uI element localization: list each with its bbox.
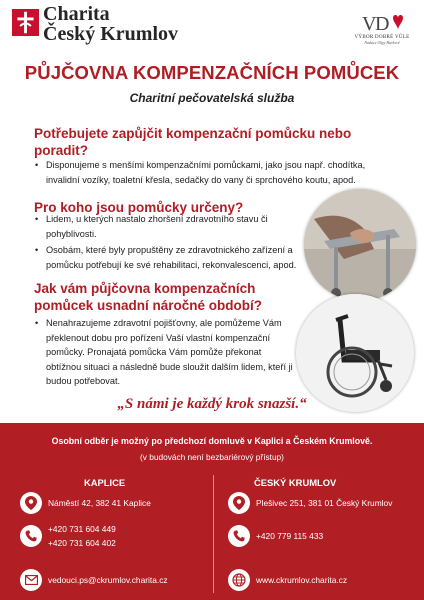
header xyxy=(0,0,424,60)
phone-kaplice-2[interactable]: +420 731 604 402 xyxy=(48,538,116,548)
section-heading-2: Pro koho jsou pomůcky určeny? xyxy=(34,200,244,215)
phone-cesky-krumlov[interactable]: +420 779 115 433 xyxy=(256,531,324,541)
city-cesky-krumlov: ČESKÝ KRUMLOV xyxy=(254,477,337,488)
section-bullets-2 xyxy=(32,212,312,274)
bullet-item: • Lidem, u kterých nastalo zhoršení zdravotního stavu či pohyblivosti. xyxy=(32,212,312,241)
bullet-item: • Nenahrazujeme zdravotní pojišťovny, ale pomůžeme Vám překlenout dobu pro pořízení Vaší vlastní kompenzační pomůcky. Pronajatá pomůcka Vám pomůže překonat obtížnou situaci a následně bude sloužit dalším lidem, kteří ji budou potřebovat. xyxy=(32,316,294,389)
accessibility-note: (v budovách není bezbariérový přístup) xyxy=(140,452,284,462)
globe-icon xyxy=(228,569,250,591)
logo-line1: Charita xyxy=(43,3,110,25)
page-title: PŮJČOVNA KOMPENZAČNÍCH POMŮCEK xyxy=(24,62,400,83)
charita-cross-logo xyxy=(12,9,39,36)
mail-icon xyxy=(20,569,42,591)
web-link[interactable]: www.ckrumlov.charita.cz xyxy=(256,575,348,585)
vdv-logo xyxy=(350,10,414,45)
wheelchair-illustration xyxy=(296,294,414,412)
section-heading-1: Potřebujete zapůjčit kompenzační pomůcku nebo poradit? xyxy=(34,126,352,158)
email-link[interactable]: vedouci.ps@ckrumlov.charita.cz xyxy=(48,575,168,585)
vdv-title: VÝBOR DOBRÉ VŮLE xyxy=(354,35,410,40)
location-pin-icon xyxy=(20,492,42,514)
svg-text:V: V xyxy=(362,13,377,34)
page-subtitle: Charitní pečovatelská služba xyxy=(129,91,295,105)
logo-text xyxy=(43,4,178,44)
logo-line2: Český Krumlov xyxy=(43,23,178,45)
section-bullets-1 xyxy=(32,158,400,189)
photo-walker xyxy=(304,189,416,301)
column-divider xyxy=(213,475,214,593)
location-pin-icon xyxy=(228,492,250,514)
address-kaplice: Náměstí 42, 382 41 Kaplice xyxy=(48,498,151,508)
phone-kaplice-1[interactable]: +420 731 604 449 xyxy=(48,524,116,534)
photo-wheelchair xyxy=(296,294,414,412)
section-heading-3: Jak vám půjčovna kompenzačních pomůcek usnadní náročné období? xyxy=(34,281,263,313)
phone-icon xyxy=(228,525,250,547)
motto: „S námi je každý krok snazší.“ xyxy=(117,396,307,412)
bullet-item: • Osobám, které byly propuštěny ze zdravotnického zařízení a pomůcku potřebují ke své rehabilitaci, rekonvalescenci, apod. xyxy=(32,243,312,272)
phone-icon xyxy=(20,525,42,547)
svg-text:D: D xyxy=(375,13,390,34)
pickup-note: Osobní odběr je možný po předchozí domluvě v Kaplici a Českém Krumlově. xyxy=(51,436,373,446)
walker-illustration xyxy=(304,189,416,301)
city-kaplice: KAPLICE xyxy=(84,477,126,488)
vdv-heart-logo xyxy=(360,10,404,34)
address-cesky-krumlov: Plešivec 251, 381 01 Český Krumlov xyxy=(256,498,393,508)
contact-footer xyxy=(0,423,424,600)
bullet-item: • Disponujeme s menšími kompenzačními pomůckami, jako jsou např. chodítka, invalidní vozíky, toaletní křesla, sedačky do vany či sprchového koutu, apod. xyxy=(32,158,400,187)
section-bullets-3 xyxy=(32,316,294,391)
vdv-subtitle: Nadace Olgy Havlové xyxy=(364,40,400,45)
